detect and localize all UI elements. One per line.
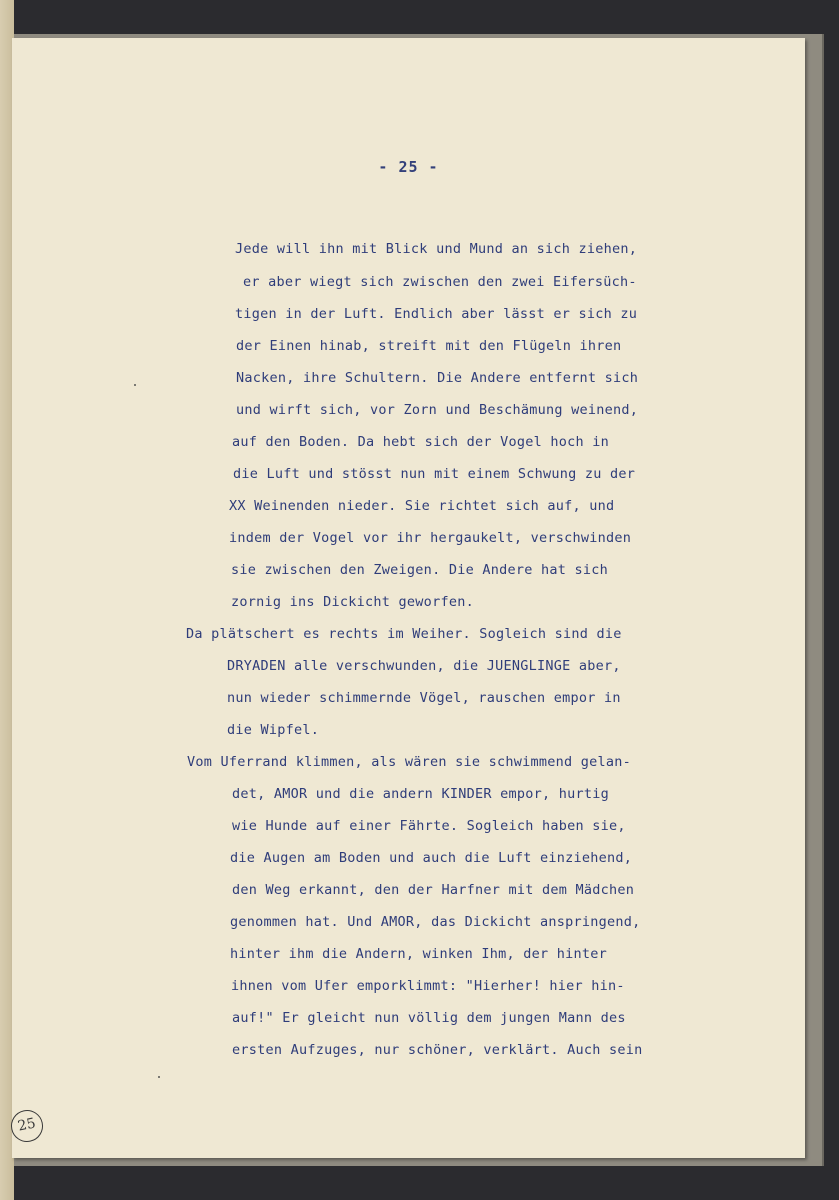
text-line: Vom Uferrand klimmen, als wären sie schwimmend gelan-: [187, 754, 632, 770]
text-line: det, AMOR und die andern KINDER empor, hurtig: [232, 786, 609, 802]
text-line: auf!" Er gleicht nun völlig dem jungen Mann des: [232, 1010, 626, 1026]
text-line: die Augen am Boden und auch die Luft einziehend,: [230, 850, 633, 866]
page-text: [12, 38, 805, 1158]
text-line: Da plätschert es rechts im Weiher. Sogleich sind die: [186, 626, 622, 642]
paper-speck: [134, 384, 136, 386]
text-line: auf den Boden. Da hebt sich der Vogel hoch in: [232, 434, 609, 450]
text-line: tigen in der Luft. Endlich aber lässt er sich zu: [235, 306, 638, 322]
text-line: XX Weinenden nieder. Sie richtet sich auf, und: [229, 498, 615, 514]
text-line: er aber wiegt sich zwischen den zwei Eifersüch-: [243, 274, 637, 290]
text-line: und wirft sich, vor Zorn und Beschämung weinend,: [236, 402, 639, 418]
page-number: - 25 -: [378, 158, 439, 176]
paper-speck: [158, 1076, 160, 1078]
text-line: ersten Aufzuges, nur schöner, verklärt. Auch sein: [232, 1042, 643, 1058]
handwritten-page-mark: 25: [8, 1107, 46, 1145]
text-line: zornig ins Dickicht geworfen.: [231, 594, 474, 610]
text-line: ihnen vom Ufer emporklimmt: "Hierher! hier hin-: [231, 978, 625, 994]
text-line: die Luft und stösst nun mit einem Schwung zu der: [233, 466, 636, 482]
text-line: Jede will ihn mit Blick und Mund an sich ziehen,: [235, 241, 638, 257]
text-line: indem der Vogel vor ihr hergaukelt, verschwinden: [229, 530, 632, 546]
text-line: den Weg erkannt, den der Harfner mit dem Mädchen: [232, 882, 635, 898]
text-line: wie Hunde auf einer Fährte. Sogleich haben sie,: [232, 818, 626, 834]
text-line: nun wieder schimmernde Vögel, rauschen empor in: [227, 690, 621, 706]
text-line: genommen hat. Und AMOR, das Dickicht anspringend,: [230, 914, 641, 930]
text-line: die Wipfel.: [227, 722, 320, 738]
text-line: hinter ihm die Andern, winken Ihm, der hinter: [230, 946, 607, 962]
typewritten-page: [12, 38, 805, 1158]
text-line: Nacken, ihre Schultern. Die Andere entfernt sich: [236, 370, 639, 386]
text-line: DRYADEN alle verschwunden, die JUENGLINGE aber,: [227, 658, 621, 674]
text-line: der Einen hinab, streift mit den Flügeln ihren: [236, 338, 622, 354]
text-line: sie zwischen den Zweigen. Die Andere hat sich: [231, 562, 608, 578]
